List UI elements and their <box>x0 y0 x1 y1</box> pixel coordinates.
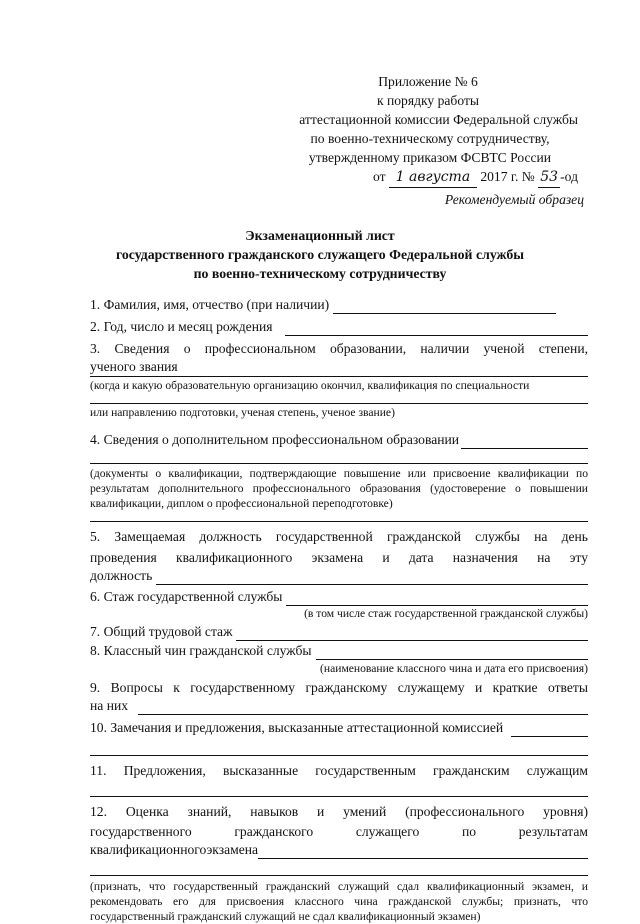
field-9-label: 9. Вопросы к государственному гражданскому служащему и краткие ответы <box>90 680 588 695</box>
field-3-label-2: ученого звания <box>90 359 178 374</box>
field-3-rule[interactable] <box>90 376 588 377</box>
field-12-note: (признать, что государственный гражданский служащий сдал квалификационный экзамен, и рекомендовать его для присвоения классного чина гражданской службы; признать, что государственный гражданский служащий не сдал квалификационный экзамен) <box>90 880 588 923</box>
field-1-blank[interactable] <box>333 300 556 314</box>
field-8-note: (наименование классного чина и дата его присвоения) <box>320 662 588 675</box>
field-1-label: 1. Фамилия, имя, отчество (при наличии) <box>90 297 330 312</box>
field-1 <box>90 296 556 314</box>
field-9 <box>90 697 588 715</box>
order-year: 2017 г. № <box>480 169 535 184</box>
order-line <box>258 167 578 188</box>
field-4-blank[interactable] <box>461 435 588 449</box>
field-12-label-3: квалификационногоэкзамена <box>90 842 259 857</box>
header-line-2: к порядку работы <box>376 93 480 108</box>
header-line-4: по военно-техническому сотрудничеству, <box>310 131 550 146</box>
field-5-label-2: проведения квалификационного экзамена и дата назначения на эту <box>90 550 588 565</box>
field-5-label-3: должность <box>90 568 153 583</box>
form-body <box>90 296 588 924</box>
field-5 <box>90 567 588 585</box>
field-12-rule[interactable] <box>90 875 588 876</box>
field-8-blank[interactable] <box>316 646 588 660</box>
order-suffix: -од <box>560 169 578 184</box>
order-number-handwritten: 53 <box>538 168 560 188</box>
field-12-label: 12. Оценка знаний, навыков и умений (профессионального уровня) <box>90 804 588 819</box>
field-4-rule[interactable] <box>90 463 588 464</box>
field-3-rule-2[interactable] <box>90 403 588 404</box>
title-line-1: Экзаменационный лист <box>245 228 395 243</box>
field-6-label: 6. Стаж государственной службы <box>90 589 283 604</box>
title-line-2: государственного гражданского служащего Федеральной службы <box>115 247 525 262</box>
field-6-blank[interactable] <box>286 592 588 606</box>
field-4 <box>90 431 588 449</box>
attachment-header <box>258 72 578 188</box>
header-line-1: Приложение № 6 <box>378 74 478 89</box>
field-4-label: 4. Сведения о дополнительном профессиональном образовании <box>90 432 460 447</box>
header-line-5: утвержденному приказом ФСВТС России <box>308 150 552 165</box>
field-12-label-2: государственного гражданского служащего по результатам <box>90 824 588 839</box>
field-3-note-2: или направлению подготовки, ученая степень, ученое звание) <box>90 406 395 419</box>
field-7 <box>90 623 588 641</box>
field-2-blank[interactable] <box>285 322 588 336</box>
field-10-rule[interactable] <box>90 755 588 756</box>
field-11-label: 11. Предложения, высказанные государственным гражданским служащим <box>90 763 588 778</box>
field-9-blank[interactable] <box>138 701 588 715</box>
field-3-note-1: (когда и какую образовательную организацию окончил, квалификация по специальности <box>90 379 530 392</box>
field-12 <box>90 841 588 859</box>
field-11-rule[interactable] <box>90 796 588 797</box>
field-7-blank[interactable] <box>236 627 588 641</box>
field-2 <box>90 318 588 336</box>
field-3-label: 3. Сведения о профессиональном образовании, наличии ученой степени, <box>90 341 588 356</box>
field-10-label: 10. Замечания и предложения, высказанные аттестационной комиссией <box>90 720 504 735</box>
field-10-blank[interactable] <box>511 723 588 737</box>
field-7-label: 7. Общий трудовой стаж <box>90 624 233 639</box>
field-10 <box>90 719 588 737</box>
order-prefix: от <box>372 169 386 184</box>
field-6-note: (в том числе стаж государственной гражданской службы) <box>304 607 588 620</box>
field-12-blank[interactable] <box>258 845 588 859</box>
form-title <box>60 226 580 283</box>
field-4-rule-2[interactable] <box>90 521 588 522</box>
field-9-label-2: на них <box>90 698 129 713</box>
field-8 <box>90 642 588 660</box>
title-line-3: по военно-техническому сотрудничеству <box>193 266 447 281</box>
field-2-label: 2. Год, число и месяц рождения <box>90 319 273 334</box>
field-5-blank[interactable] <box>156 571 588 585</box>
recommended-sample-label: Рекомендуемый образец <box>444 192 584 207</box>
header-line-3: аттестационной комиссии Федеральной службы <box>299 112 578 127</box>
field-5-label: 5. Замещаемая должность государственной гражданской службы на день <box>90 529 588 544</box>
field-6 <box>90 588 588 606</box>
field-4-note: (документы о квалификации, подтверждающие повышение или присвоение квалификации по результатам дополнительного профессионального образования (удостоверение о повышении квалификации, диплом о профессиональной переподготовке) <box>90 467 588 510</box>
field-8-label: 8. Классный чин гражданской службы <box>90 643 312 658</box>
order-date-handwritten: 1 августа <box>389 168 477 188</box>
